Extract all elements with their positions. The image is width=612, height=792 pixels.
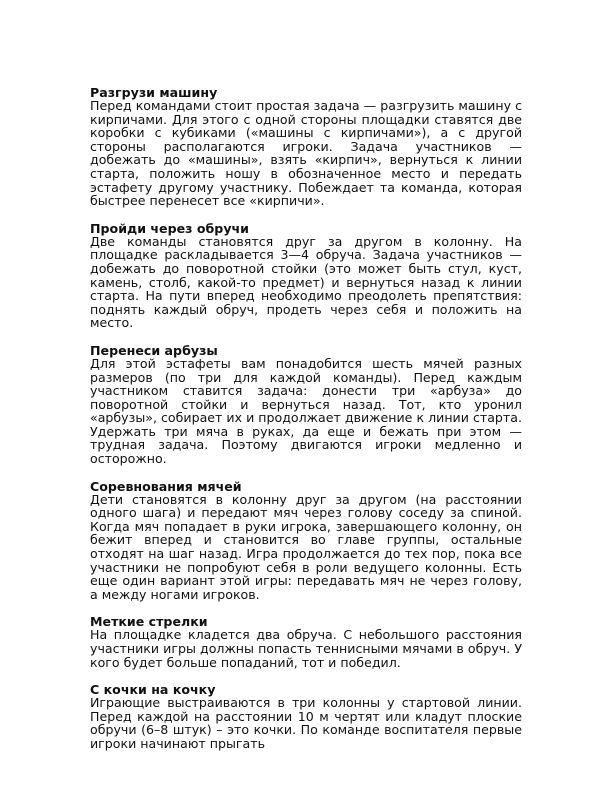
- section-title: С кочки на кочку: [90, 682, 216, 698]
- section-title: Перенеси арбузы: [90, 342, 218, 358]
- section-title: Меткие стрелки: [90, 614, 208, 630]
- section-body: Дети становятся в колонну друг за другом (на расстоянии одного шага) и передают мяч через голову соседу за спиной. Когда мяч попадает в руки игрока, завершающего колонну, он бежит вперед и становится во главе группы, остальные отходят на шаг назад. Игра продолжается до тех пор, пока все участники не попробуют себя в роли ведущего колонны. Есть еще один вариант этой игры: передавать мяч не через голову, а между ногами игроков.: [90, 491, 522, 602]
- section-title: Разгрузи машину: [90, 85, 218, 100]
- section-carry-watermelons: [90, 344, 522, 466]
- section-sharpshooters: [90, 615, 522, 669]
- section-hummock-to-hummock: [90, 683, 522, 750]
- section-unload-truck: [90, 86, 522, 208]
- section-body: На площадке кладется два обруча. С небольшого расстояния участники игры должны попасть теннисными мячами в обруч. У кого будет больше попаданий, тот и победил.: [90, 627, 522, 670]
- section-body: Играющие выстраиваются в три колонны у стартовой линии. Перед каждой на расстоянии 10 м чертят или кладут плоские обручи (6–8 штук) – это кочки. По команде воспитателя первые игроки начинают прыгать: [90, 695, 522, 751]
- section-title: Соревнования мячей: [90, 478, 242, 494]
- section-through-hoops: [90, 222, 522, 330]
- section-body: Две команды становятся друг за другом в колонну. На площадке раскладывается 3—4 обруча. Задача участников — добежать до поворотной стойки (это может быть стул, куст, камень, столб, какой-то предмет) и вернуться назад к линии старта. На пути вперед необходимо преодолеть препятствия: поднять каждый обруч, продеть через себя и положить на место.: [90, 233, 522, 331]
- section-ball-competition: [90, 480, 522, 602]
- section-body: Перед командами стоит простая задача — разгрузить машину с кирпичами. Для этого с одной стороны площадки ставятся две коробки с кубиками («машины с кирпичами»), а с другой стороны располагаются игроки. Задача участников — добежать до «машины», взять «кирпич», вернуться к линии старта, положить ношу в обозначенное место и передать эстафету другому участнику. Побеждает та команда, которая быстрее перенесет все «кирпичи».: [90, 98, 522, 209]
- document-page: [90, 86, 522, 765]
- section-body: Для этой эстафеты вам понадобится шесть мячей разных размеров (по три для каждой команды). Перед каждым участником ставится задача: донести три «арбуза» до поворотной стойки и вернуться назад. Тот, кто уронил «арбузы», собирает их и продолжает движение к линии старта. Удержать три мяча в руках, да еще и бежать при этом — трудная задача. Поэтому двигаются игроки медленно и осторожно.: [90, 355, 522, 467]
- section-title: Пройди через обручи: [90, 220, 249, 236]
